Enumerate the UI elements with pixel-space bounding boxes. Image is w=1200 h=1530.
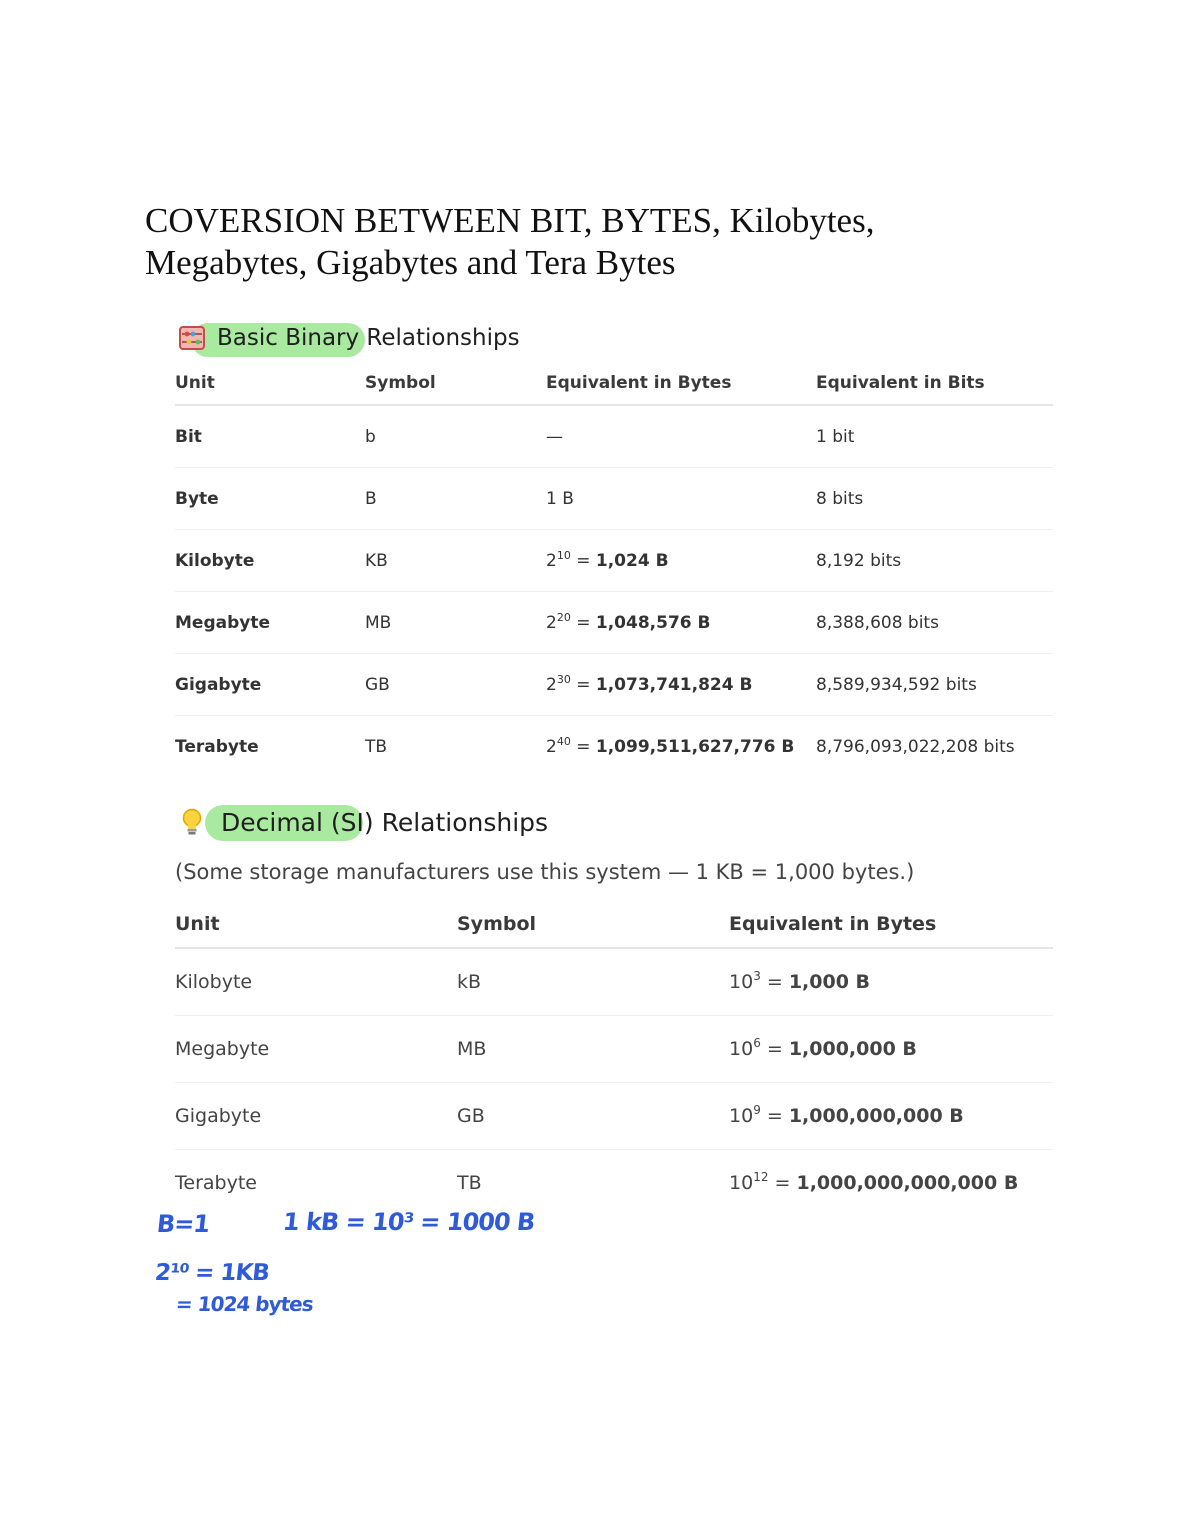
handwritten-note: B=1 xyxy=(155,1210,211,1238)
decimal-section xyxy=(175,800,1053,1220)
bytes-cell: $10^6 = 1,000,000$ B xyxy=(729,1016,1053,1083)
power-exponent: 12 xyxy=(753,1170,769,1184)
binary-table xyxy=(175,362,1053,777)
unit-cell: Megabyte xyxy=(175,1016,457,1083)
bytes-value: 1 B xyxy=(546,488,574,509)
symbol-cell: GB xyxy=(457,1083,729,1150)
table-row xyxy=(175,948,1053,1016)
bytes-value: — xyxy=(546,426,563,447)
bytes-value: 1,000,000,000,000 B xyxy=(796,1172,1019,1194)
symbol-cell: B xyxy=(365,468,546,530)
handwritten-note: 2¹⁰ = 1KB xyxy=(153,1260,271,1286)
unit-cell: Gigabyte xyxy=(175,1083,457,1150)
handwritten-note: = 1024 bytes xyxy=(174,1292,314,1316)
column-header-symbol: Symbol xyxy=(365,362,546,405)
handwritten-note: 1 kB = 10³ = 1000 B xyxy=(281,1208,536,1236)
binary-section xyxy=(175,318,1053,788)
unit-cell: Gigabyte xyxy=(175,654,365,716)
symbol-cell: MB xyxy=(365,592,546,654)
bytes-cell: $2^{20} = 1,048,576$ B xyxy=(546,592,816,654)
table-row xyxy=(175,654,1053,716)
power-base: 10 xyxy=(729,1172,754,1194)
column-header-bytes: Equivalent in Bytes xyxy=(729,901,1053,948)
power-base: 2 xyxy=(546,674,557,695)
table-row xyxy=(175,592,1053,654)
power-base: 10 xyxy=(729,1105,754,1127)
unit-cell: Terabyte xyxy=(175,1172,257,1194)
abacus-icon xyxy=(179,325,207,351)
lightbulb-icon xyxy=(181,808,207,836)
binary-section-heading xyxy=(175,318,1053,358)
unit-cell: Kilobyte xyxy=(175,948,457,1016)
power-base: 2 xyxy=(546,612,557,633)
unit-cell: Byte xyxy=(175,468,365,530)
bytes-cell: $2^{10} = 1,024$ B xyxy=(546,530,816,592)
document-title xyxy=(145,200,1045,284)
power-exponent: 40 xyxy=(556,734,571,748)
power-exponent: 3 xyxy=(753,969,761,983)
column-header-bits: Equivalent in Bits xyxy=(816,362,1053,405)
bits-cell: 8 bits xyxy=(816,468,1053,530)
bits-cell: 8,192 bits xyxy=(816,530,1053,592)
symbol-cell: KB xyxy=(365,530,546,592)
column-header-symbol: Symbol xyxy=(457,901,729,948)
bytes-cell: $10^9 = 1,000,000,000$ B xyxy=(729,1083,1053,1150)
bits-cell: 8,589,934,592 bits xyxy=(816,654,1053,716)
decimal-section-note: (Some storage manufacturers use this system — 1 KB = 1,000 bytes.) xyxy=(175,860,915,884)
title-line-2: Megabytes, Gigabytes and Tera Bytes xyxy=(145,243,676,282)
table-row xyxy=(175,530,1053,592)
bytes-value: 1,000,000 B xyxy=(788,1038,917,1060)
power-base: 2 xyxy=(546,736,557,757)
symbol-cell: b xyxy=(365,405,546,468)
bytes-cell: $10^3 = 1,000$ B xyxy=(729,948,1053,1016)
unit-cell: Bit xyxy=(175,405,365,468)
power-exponent: 6 xyxy=(753,1036,761,1050)
symbol-cell: TB xyxy=(457,1172,482,1194)
unit-cell: Megabyte xyxy=(175,592,365,654)
bytes-value: 1,099,511,627,776 B xyxy=(595,736,795,757)
table-row xyxy=(175,405,1053,468)
table-row xyxy=(175,716,1053,778)
binary-section-title: Basic Binary Relationships xyxy=(217,325,520,351)
power-base: 10 xyxy=(729,1038,754,1060)
decimal-section-title: Decimal (SI) Relationships xyxy=(221,807,549,837)
power-exponent: 20 xyxy=(556,610,571,624)
bytes-cell: $10^{12} = 1,000,000,000,000$ B xyxy=(729,1170,1019,1194)
bytes-value: 1,000,000,000 B xyxy=(788,1105,964,1127)
bytes-cell: $2^{30} = 1,073,741,824$ B xyxy=(546,654,816,716)
symbol-cell: TB xyxy=(365,736,388,757)
unit-cell: Kilobyte xyxy=(175,530,365,592)
bytes-value: 1,024 B xyxy=(595,550,669,571)
title-line-1: COVERSION BETWEEN BIT, BYTES, Kilobytes, xyxy=(145,201,875,240)
bits-cell: 1 bit xyxy=(816,405,1053,468)
table-row xyxy=(175,1083,1053,1150)
symbol-cell: GB xyxy=(365,654,546,716)
table-row xyxy=(175,468,1053,530)
bytes-value: 1,073,741,824 B xyxy=(595,674,753,695)
column-header-unit: Unit xyxy=(175,901,457,948)
bits-cell: 8,388,608 bits xyxy=(816,592,1053,654)
bytes-cell: $2^{40} = 1,099,511,627,776$ B xyxy=(546,734,795,757)
bits-cell: 8,796,093,022,208 bits xyxy=(816,736,1015,757)
table-row xyxy=(175,1150,1053,1217)
bytes-cell xyxy=(546,468,816,530)
power-exponent: 10 xyxy=(556,548,571,562)
column-header-bytes: Equivalent in Bytes xyxy=(546,362,816,405)
bytes-value: 1,000 B xyxy=(788,971,871,993)
power-exponent: 30 xyxy=(556,672,571,686)
decimal-section-heading xyxy=(175,800,1053,844)
decimal-table xyxy=(175,901,1053,1216)
power-base: 2 xyxy=(546,550,557,571)
bytes-value: 1,048,576 B xyxy=(595,612,711,633)
power-exponent: 9 xyxy=(753,1103,761,1117)
column-header-unit: Unit xyxy=(175,362,365,405)
binary-table-header xyxy=(175,362,1053,405)
bytes-cell xyxy=(546,405,816,468)
decimal-table-header xyxy=(175,901,1053,948)
unit-cell: Terabyte xyxy=(175,736,259,757)
symbol-cell: kB xyxy=(457,948,729,1016)
symbol-cell: MB xyxy=(457,1016,729,1083)
power-base: 10 xyxy=(729,971,754,993)
table-row xyxy=(175,1016,1053,1083)
